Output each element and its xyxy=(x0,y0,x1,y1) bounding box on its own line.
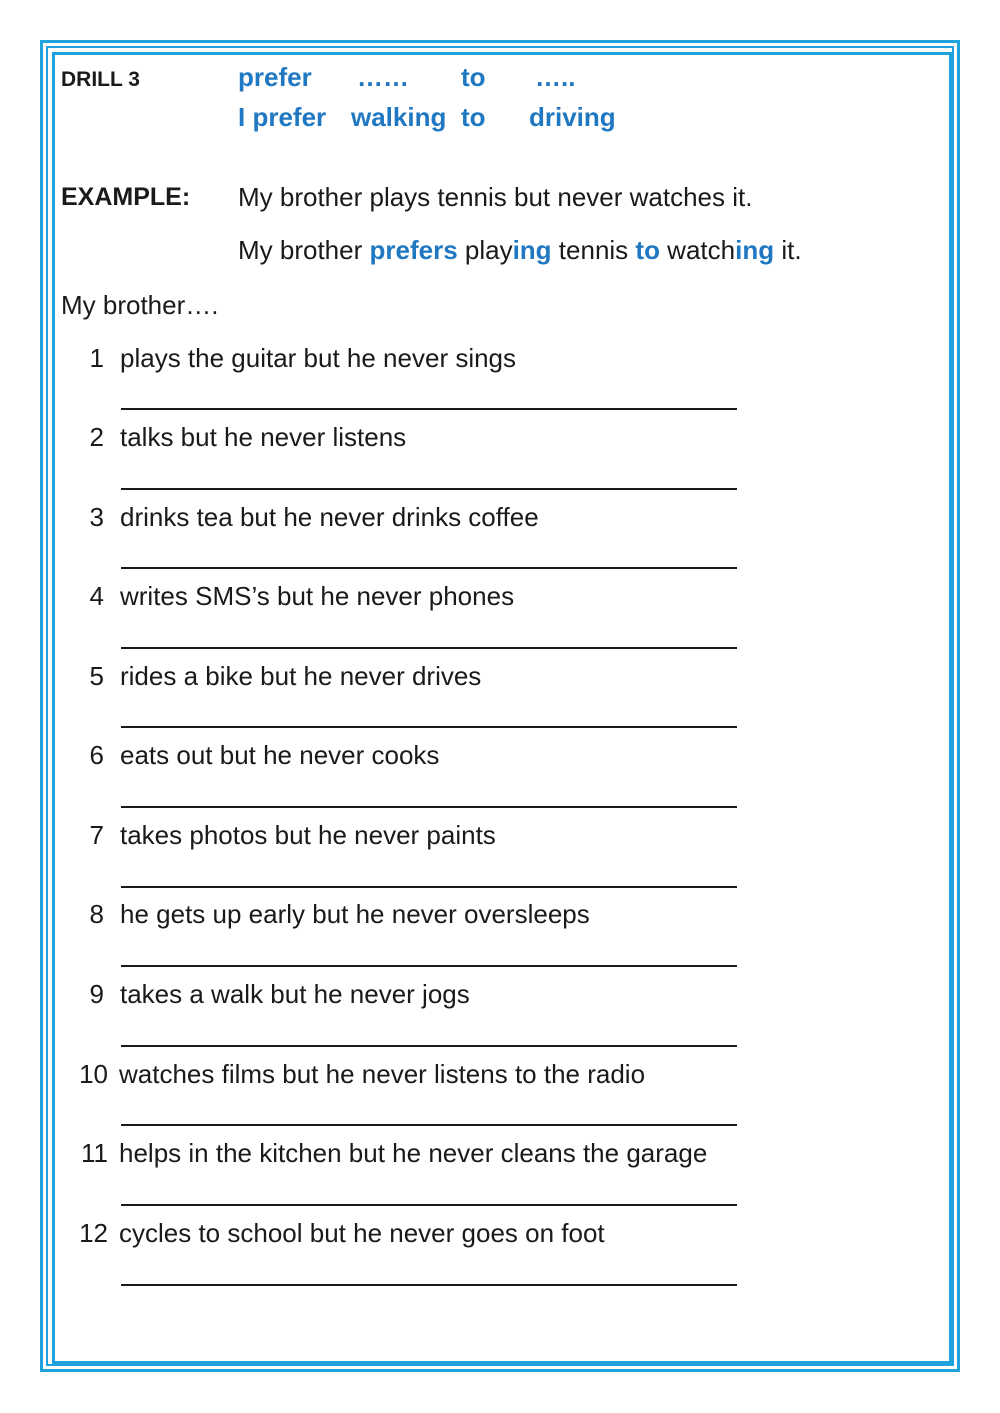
pattern-example-gerund-2: driving xyxy=(529,102,616,132)
pattern-example-to: to xyxy=(461,102,486,132)
answer-line[interactable] xyxy=(121,647,737,649)
answer-line[interactable] xyxy=(121,886,737,888)
item-number: 1 xyxy=(89,343,104,373)
item-prompt: rides a bike but he never drives xyxy=(120,661,482,691)
example-answer-part: watch xyxy=(659,235,736,265)
example-answer-part: tennis xyxy=(551,235,636,265)
item-number: 7 xyxy=(89,820,104,850)
example-answer-highlight: ing xyxy=(735,235,775,265)
item-prompt: cycles to school but he never goes on foot xyxy=(119,1218,605,1248)
item-prompt: takes photos but he never paints xyxy=(120,820,496,850)
item-number: 4 xyxy=(89,581,104,611)
answer-line[interactable] xyxy=(121,1045,737,1047)
pattern-example-subject: I prefer xyxy=(238,102,327,132)
example-answer-highlight: prefers xyxy=(369,235,458,265)
item-number: 12 xyxy=(79,1218,108,1248)
item-prompt: eats out but he never cooks xyxy=(120,740,440,770)
item-prompt: he gets up early but he never oversleeps xyxy=(120,899,590,929)
example-answer-highlight: ing xyxy=(512,235,552,265)
drill-title: DRILL 3 xyxy=(61,68,140,91)
pattern-gap-2: ….. xyxy=(535,62,576,92)
item-number: 2 xyxy=(89,422,104,452)
example-label: EXAMPLE: xyxy=(61,183,191,211)
pattern-gap-1: …… xyxy=(357,62,409,92)
item-number: 11 xyxy=(81,1138,108,1168)
example-answer-part: it. xyxy=(774,235,802,265)
answer-line[interactable] xyxy=(121,806,737,808)
item-prompt: plays the guitar but he never sings xyxy=(120,343,517,373)
answer-line[interactable] xyxy=(121,726,737,728)
answer-line[interactable] xyxy=(121,1284,737,1286)
exercise-intro: My brother…. xyxy=(61,290,219,320)
answer-line[interactable] xyxy=(121,965,737,967)
answer-line[interactable] xyxy=(121,408,737,410)
answer-line[interactable] xyxy=(121,1204,737,1206)
pattern-word-prefer: prefer xyxy=(238,62,312,92)
example-answer-part: My brother xyxy=(238,235,370,265)
item-prompt: talks but he never listens xyxy=(120,422,407,452)
pattern-word-to: to xyxy=(461,62,486,92)
item-number: 3 xyxy=(89,502,104,532)
example-answer xyxy=(238,235,802,266)
item-prompt: writes SMS’s but he never phones xyxy=(120,581,515,611)
item-number: 6 xyxy=(89,740,104,770)
item-prompt: helps in the kitchen but he never cleans the garage xyxy=(119,1138,708,1168)
answer-line[interactable] xyxy=(121,1124,737,1126)
item-prompt: drinks tea but he never drinks coffee xyxy=(120,502,539,532)
item-number: 9 xyxy=(89,979,104,1009)
answer-line[interactable] xyxy=(121,488,737,490)
item-number: 5 xyxy=(89,661,104,691)
pattern-example-gerund-1: walking xyxy=(351,102,447,132)
example-answer-highlight: to xyxy=(635,235,660,265)
answer-line[interactable] xyxy=(121,567,737,569)
item-number: 10 xyxy=(79,1059,108,1089)
item-prompt: watches films but he never listens to the radio xyxy=(119,1059,646,1089)
item-prompt: takes a walk but he never jogs xyxy=(120,979,470,1009)
example-answer-part: play xyxy=(457,235,513,265)
example-sentence: My brother plays tennis but never watches it. xyxy=(238,182,753,212)
item-number: 8 xyxy=(89,899,104,929)
